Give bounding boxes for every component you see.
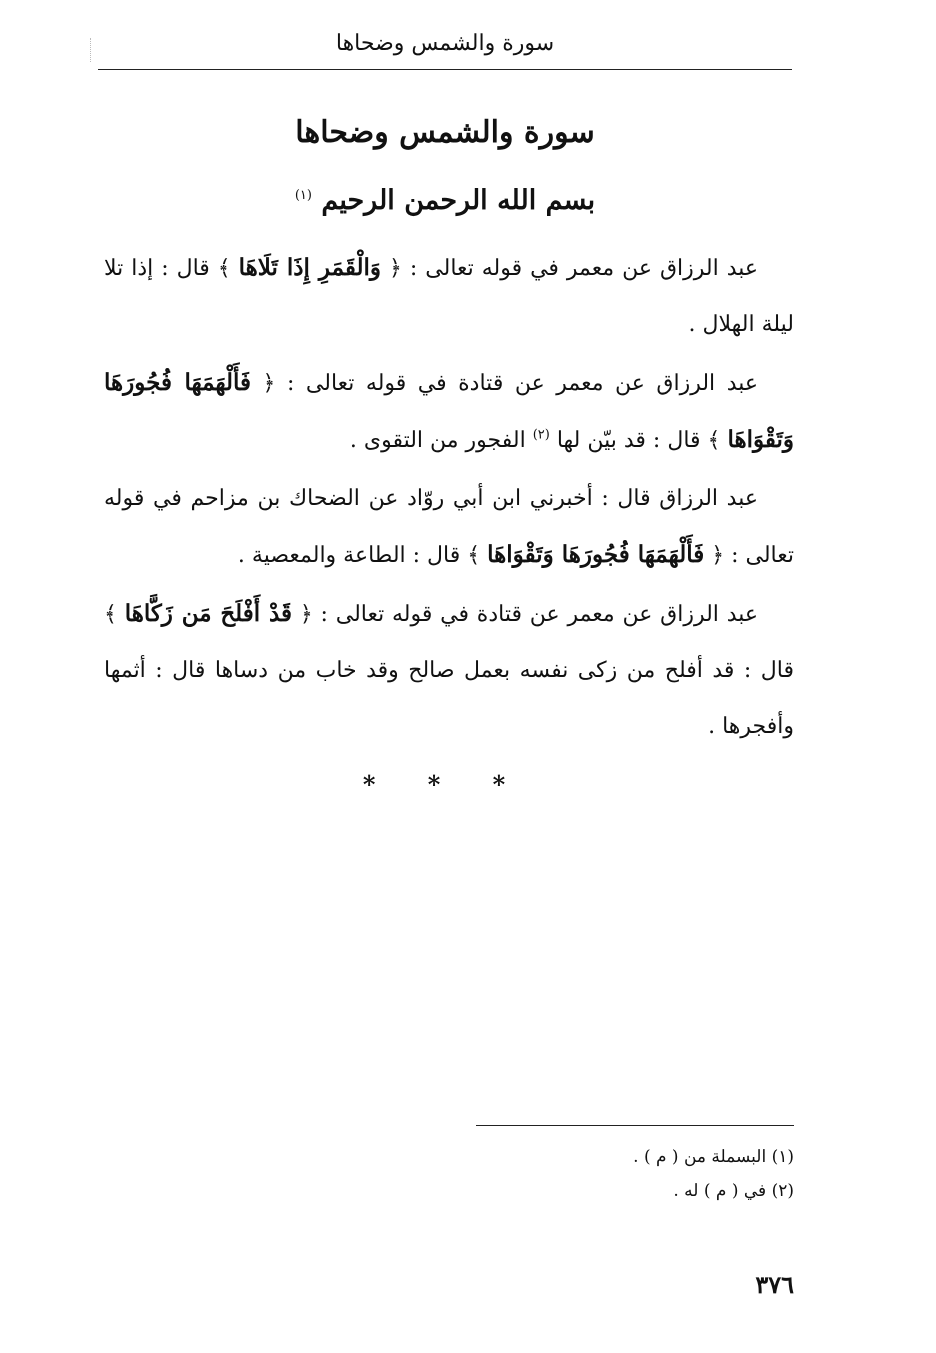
footnote-rule (476, 1125, 794, 1126)
ornate-open-bracket: ﴿ (262, 371, 276, 396)
section-separator: * * * (362, 770, 528, 799)
page-number: ٣٧٦ (755, 1270, 794, 1299)
ornate-close-bracket: ﴾ (707, 428, 721, 453)
commentary-paragraph-1 (104, 240, 794, 353)
surah-title: سورة والشمس وضحاها (295, 115, 595, 150)
ornate-close-bracket: ﴾ (104, 602, 117, 627)
footnotes (476, 1140, 794, 1208)
paragraph-intro: عبد الرزاق عن معمر عن قتادة في قوله تعالى : (320, 602, 759, 627)
running-head: سورة والشمس وضحاها (335, 31, 555, 56)
margin-mark (90, 38, 91, 62)
basmala (98, 176, 792, 226)
quran-verse: فَأَلْهَمَهَا فُجُورَهَا وَتَقْوَاهَا (104, 369, 794, 453)
paragraph-rest: قال : الطاعة والمعصية . (237, 543, 461, 568)
ornate-close-bracket: ﴾ (217, 256, 231, 281)
quran-verse: وَالْقَمَرِ إِذَا تَلَاهَا (238, 254, 382, 281)
basmala-text: بسم الله الرحمن الرحيم (321, 185, 596, 216)
ornate-open-bracket: ﴿ (711, 543, 725, 568)
paragraph-rest-after-ref: الفجور من التقوى . (349, 428, 526, 453)
commentary-paragraph-4 (104, 586, 794, 755)
commentary-paragraph-2 (104, 355, 794, 469)
quran-verse: فَأَلْهَمَهَا فُجُورَهَا وَتَقْوَاهَا (487, 541, 705, 568)
paragraph-intro: عبد الرزاق عن معمر عن قتادة في قوله تعالى : (286, 371, 759, 396)
paragraph-intro: عبد الرزاق قال : أخبرني ابن أبي روّاد عن الضحاك بن مزاحم في قوله تعالى : (104, 486, 794, 568)
paragraph-rest: قال : إذا تلا ليلة الهلال . (104, 256, 794, 337)
paragraph-rest: قال : قد بيّن لها (556, 428, 701, 453)
ornate-open-bracket: ﴿ (299, 602, 313, 627)
paragraph-rest: قال : قد أفلح من زكى نفسه بعمل صالح وقد خاب من دساها قال : أثمها وأفجرها . (104, 658, 794, 739)
commentary-body (104, 240, 794, 757)
header-rule (98, 69, 792, 70)
footnote-ref-1: (١) (294, 188, 312, 203)
quran-verse: قَدْ أَفْلَحَ مَن زَكَّاهَا (124, 600, 293, 627)
ornate-close-bracket: ﴾ (467, 543, 481, 568)
footnote-1: (١) البسملة من ( م ) . (633, 1147, 794, 1167)
ornate-open-bracket: ﴿ (389, 256, 402, 281)
paragraph-intro: عبد الرزاق عن معمر في قوله تعالى : (409, 256, 759, 281)
footnote-ref-2: (٢) (532, 427, 550, 443)
footnote-2: (٢) في ( م ) له . (673, 1181, 794, 1201)
commentary-paragraph-3 (104, 471, 794, 584)
